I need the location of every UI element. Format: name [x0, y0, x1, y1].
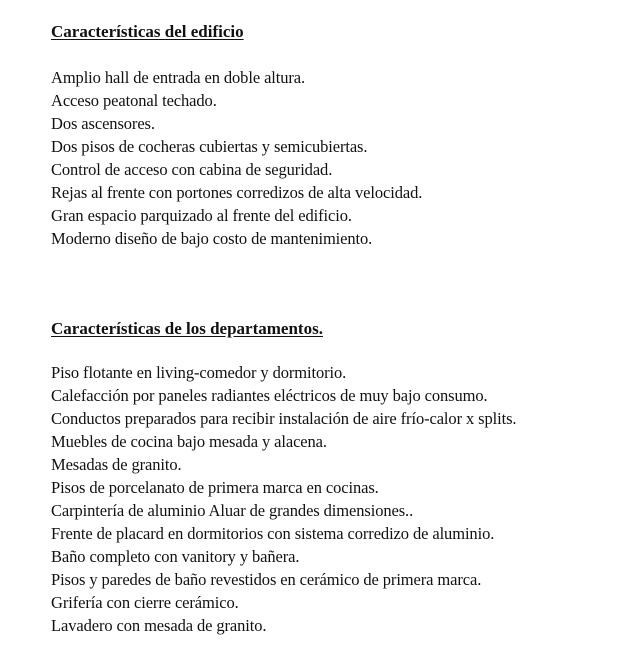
list-item: Conductos preparados para recibir instalación de aire frío-calor x splits. [51, 409, 517, 428]
list-item: Frente de placard en dormitorios con sistema corredizo de aluminio. [51, 524, 495, 543]
list-item: Grifería con cierre cerámico. [51, 593, 239, 612]
list-item: Gran espacio parquizado al frente del edificio. [51, 206, 352, 225]
list-item: Control de acceso con cabina de seguridad. [51, 160, 333, 179]
list-item: Moderno diseño de bajo costo de mantenimiento. [51, 229, 373, 248]
apartment-features-section [51, 317, 631, 637]
list-item: Mesadas de granito. [51, 455, 182, 474]
list-item: Amplio hall de entrada en doble altura. [51, 68, 306, 87]
list-item: Acceso peatonal techado. [51, 91, 217, 110]
list-item: Pisos y paredes de baño revestidos en cerámico de primera marca. [51, 570, 482, 589]
list-item: Muebles de cocina bajo mesada y alacena. [51, 432, 327, 451]
list-item: Rejas al frente con portones corredizos de alta velocidad. [51, 183, 423, 202]
list-item: Pisos de porcelanato de primera marca en cocinas. [51, 478, 379, 497]
building-features-heading: Características del edificio [51, 22, 244, 41]
list-item: Baño completo con vanitory y bañera. [51, 547, 300, 566]
list-item: Piso flotante en living-comedor y dormitorio. [51, 363, 347, 382]
list-item: Carpintería de aluminio Aluar de grandes dimensiones.. [51, 501, 414, 520]
list-item: Dos pisos de cocheras cubiertas y semicubiertas. [51, 137, 368, 156]
apartment-features-heading: Características de los departamentos. [51, 319, 323, 338]
building-features-section [51, 20, 631, 250]
building-features-list [51, 66, 631, 250]
list-item: Dos ascensores. [51, 114, 155, 133]
list-item: Calefacción por paneles radiantes eléctricos de muy bajo consumo. [51, 386, 488, 405]
list-item: Lavadero con mesada de granito. [51, 616, 267, 635]
apartment-features-list [51, 361, 631, 637]
